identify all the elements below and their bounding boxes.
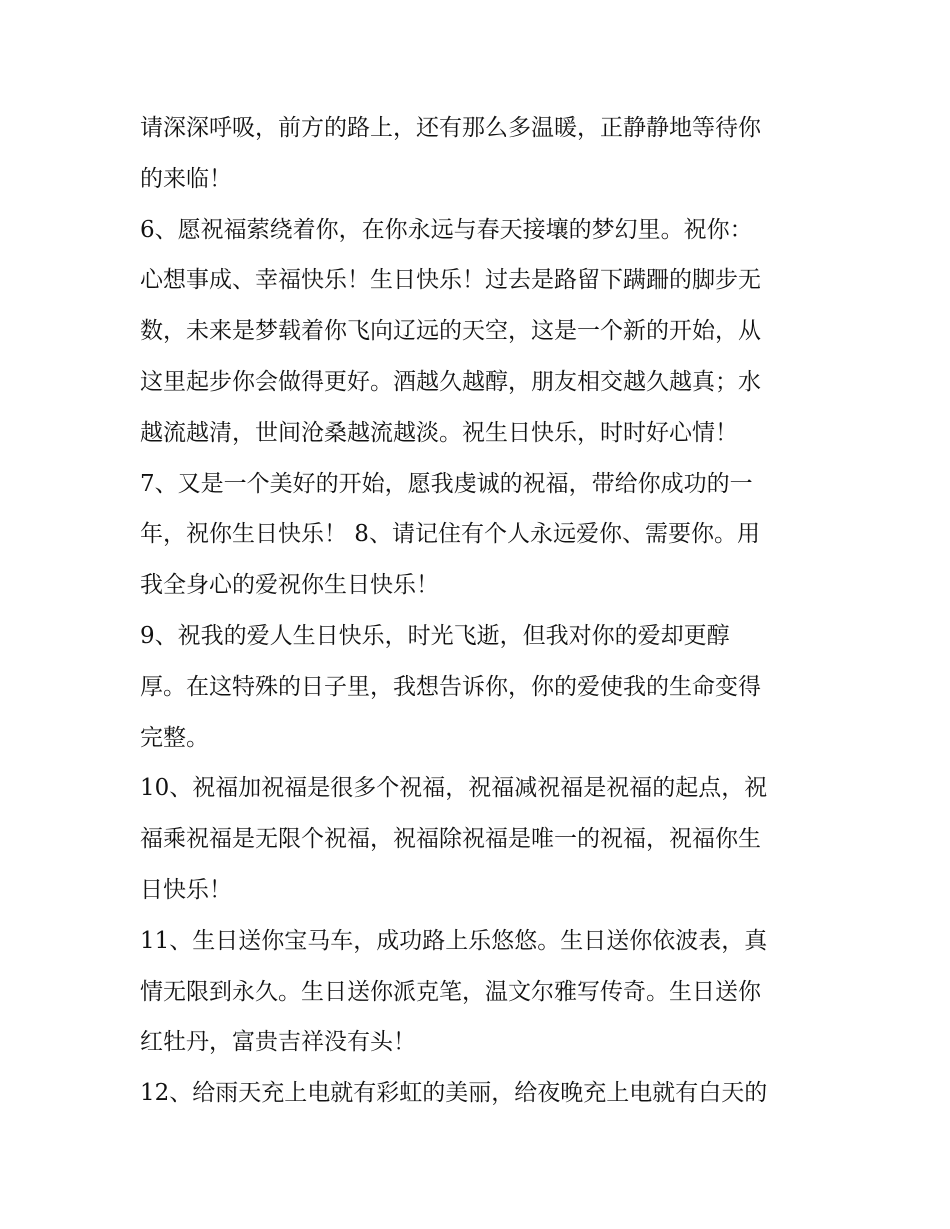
text-line: 我全身心的爱祝你生日快乐！ <box>140 572 439 599</box>
text-line: 6、愿祝福萦绕着你，在你永远与春天接壤的梦幻里。祝你： <box>140 216 753 243</box>
text-line: 的来临！ <box>140 165 232 192</box>
text-line: 请深深呼吸，前方的路上，还有那么多温暖，正静静地等待你 <box>140 115 761 141</box>
text-line: 厚。在这特殊的日子里，我想告诉你，你的爱使我的生命变得 <box>140 673 761 700</box>
text-line: 情无限到永久。生日送你派克笔，温文尔雅写传奇。生日送你 <box>140 978 761 1005</box>
text-line: 9、祝我的爱人生日快乐，时光飞逝，但我对你的爱却更醇 <box>140 622 730 649</box>
text-line: 心想事成、幸福快乐！生日快乐！过去是路留下蹒跚的脚步无 <box>140 267 761 294</box>
text-line: 这里起步你会做得更好。酒越久越醇，朋友相交越久越真；水 <box>140 368 761 395</box>
text-line: 越流越清，世间沧桑越流越淡。祝生日快乐，时时好心情！ <box>140 419 738 446</box>
text-line: 年，祝你生日快乐！ 8、请记住有个人永远爱你、需要你。用 <box>140 521 760 548</box>
text-line: 11、生日送你宝马车，成功路上乐悠悠。生日送你依波表，真 <box>140 927 768 954</box>
text-line: 红牡丹，富贵吉祥没有头！ <box>140 1029 416 1056</box>
text-line: 12、给雨天充上电就有彩虹的美丽，给夜晚充上电就有白天的 <box>140 1080 768 1107</box>
text-line: 福乘祝福是无限个祝福，祝福除祝福是唯一的祝福，祝福你生 <box>140 826 761 853</box>
text-line: 日快乐！ <box>140 876 232 903</box>
text-line: 数，未来是梦载着你飞向辽远的天空，这是一个新的开始，从 <box>140 318 761 345</box>
text-line: 10、祝福加祝福是很多个祝福，祝福减祝福是祝福的起点，祝 <box>140 775 768 802</box>
text-line: 完整。 <box>140 724 209 751</box>
body-text <box>140 103 820 1119</box>
text-line: 7、又是一个美好的开始，愿我虔诚的祝福，带给你成功的一 <box>140 470 753 497</box>
